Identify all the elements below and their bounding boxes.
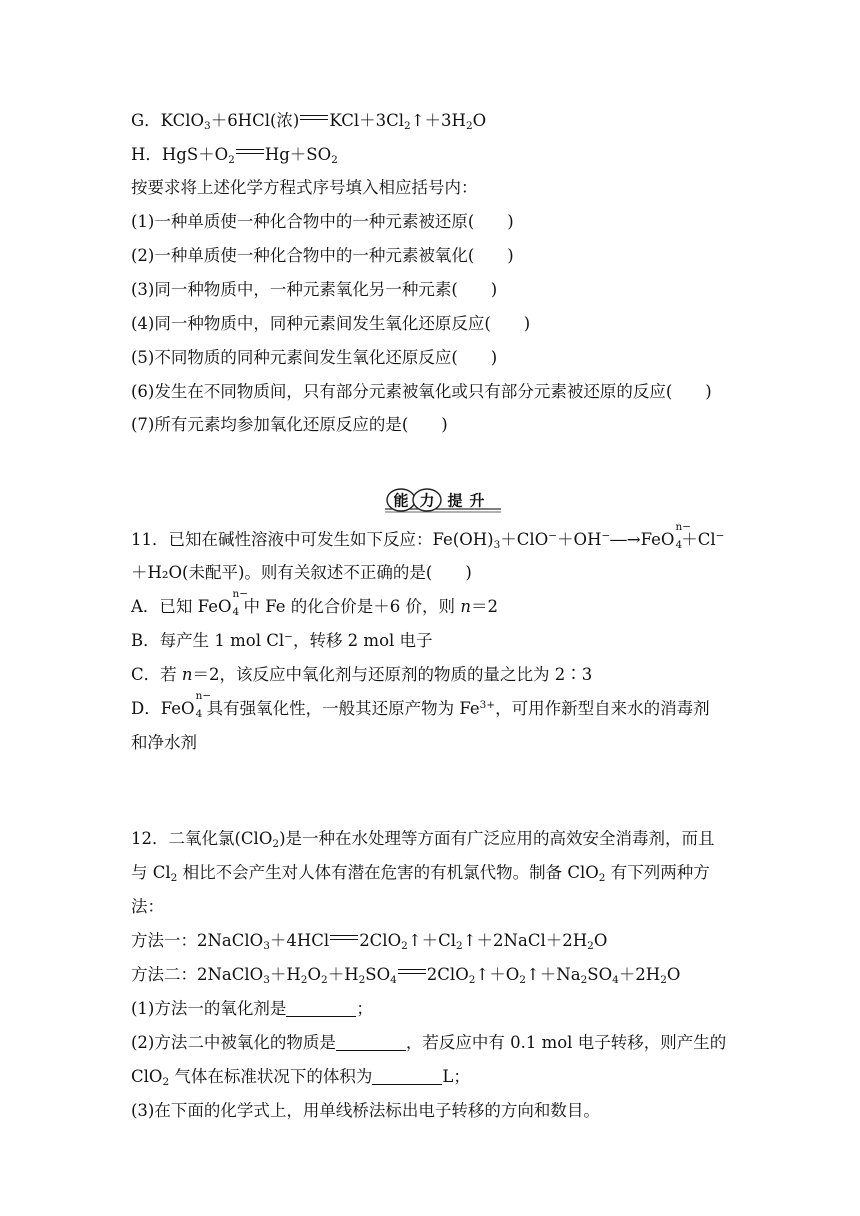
question-3: (3)同一种物质中，一种元素氧化另一种元素( ) xyxy=(131,280,498,299)
problem-12-stem-3: 法： xyxy=(131,897,164,916)
banner-char-3: 提 xyxy=(447,491,463,510)
banner-char-2: 力 xyxy=(419,491,435,510)
question-1: (1)一种单质使一种化合物中的一种元素被还原( ) xyxy=(131,212,514,231)
option-11d-1: D．FeO n− 4 具有强氧化性，一般其还原产物为 $Fe^{3+}$，可用作新型自来水的消毒剂 xyxy=(131,690,710,720)
answer-blank[interactable] xyxy=(286,1000,356,1017)
sub-question-3: (3)在下面的化学式上，用单线桥法标出电子转移的方向和数目。 xyxy=(131,1101,600,1120)
option-11c: C．若 n＝2，该反应中氧化剂与还原剂的物质的量之比为 2∶3 xyxy=(131,665,593,684)
answer-blank[interactable] xyxy=(336,1034,406,1051)
sub-question-1: (1)方法一的氧化剂是 ； xyxy=(131,999,373,1018)
instruction: 按要求将上述化学方程式序号填入相应括号内： xyxy=(131,178,478,197)
problem-11-stem-1: 11．已知在碱性溶液中可发生如下反应：$Fe(OH)_3+ClO^-+OH^-―\to FeO$ n− 4 ＋Cl− xyxy=(131,521,725,551)
question-4: (4)同一种物质中，同种元素间发生氧化还原反应( ) xyxy=(131,314,531,333)
option-11b: B．每产生 1 mol Cl−，转移 2 mol 电子 xyxy=(131,631,433,650)
option-11a: A．已知 FeO n− 4 中 Fe 的化合价是＋6 价，则 n＝2 xyxy=(131,588,498,618)
equation-g: G．KClO$_3$＋6HCl(浓) $KCl+3Cl_2↑+3H_2O$ xyxy=(131,111,487,132)
question-2: (2)一种单质使一种化合物中的一种元素被氧化( ) xyxy=(131,246,514,265)
sub-question-2a: (2)方法二中被氧化的物质是 ，若反应中有 0.1 mol 电子转移，则产生的 xyxy=(131,1033,727,1052)
equation-h: H．$HgS+O_2$ $Hg+SO_2$ xyxy=(131,145,338,166)
method-1: 方法一：2NaClO$_3$＋4HCl $2ClO_2↑+Cl_2↑+2NaCl+2H_2O$ xyxy=(131,931,608,952)
question-7: (7)所有元素均参加氧化还原反应的是( ) xyxy=(131,415,448,434)
option-11d-2: 和净水剂 xyxy=(131,733,197,752)
problem-12-stem-2: 与 $Cl_2$ 相比不会产生对人体有潜在危害的有机氯代物。制备 ClO$_2$ 有下列两种方 xyxy=(131,863,710,884)
problem-12-stem-1: 12．二氧化氯(ClO$_2$)是一种在水处理等方面有广泛应用的高效安全消毒剂，而且 xyxy=(131,829,715,850)
banner-char-4: 升 xyxy=(469,491,485,510)
sub-question-2b: ClO$_2$ 气体在标准状况下的体积为 L； xyxy=(131,1067,470,1088)
question-5: (5)不同物质的同种元素间发生氧化还原反应( ) xyxy=(131,348,498,367)
section-banner xyxy=(385,486,501,516)
question-6: (6)发生在不同物质间，只有部分元素被氧化或只有部分元素被还原的反应( ) xyxy=(131,382,712,401)
answer-blank[interactable] xyxy=(372,1068,442,1085)
problem-11-stem-2: ＋H₂O(未配平)。则有关叙述不正确的是( ) xyxy=(131,563,472,582)
method-2: 方法二：$2NaClO_3+H_2O_2+H_2SO_4$ $2ClO_2↑+O_2↑+Na_2SO_4+2H_2O$ xyxy=(131,965,681,986)
banner-char-1: 能 xyxy=(393,491,409,510)
